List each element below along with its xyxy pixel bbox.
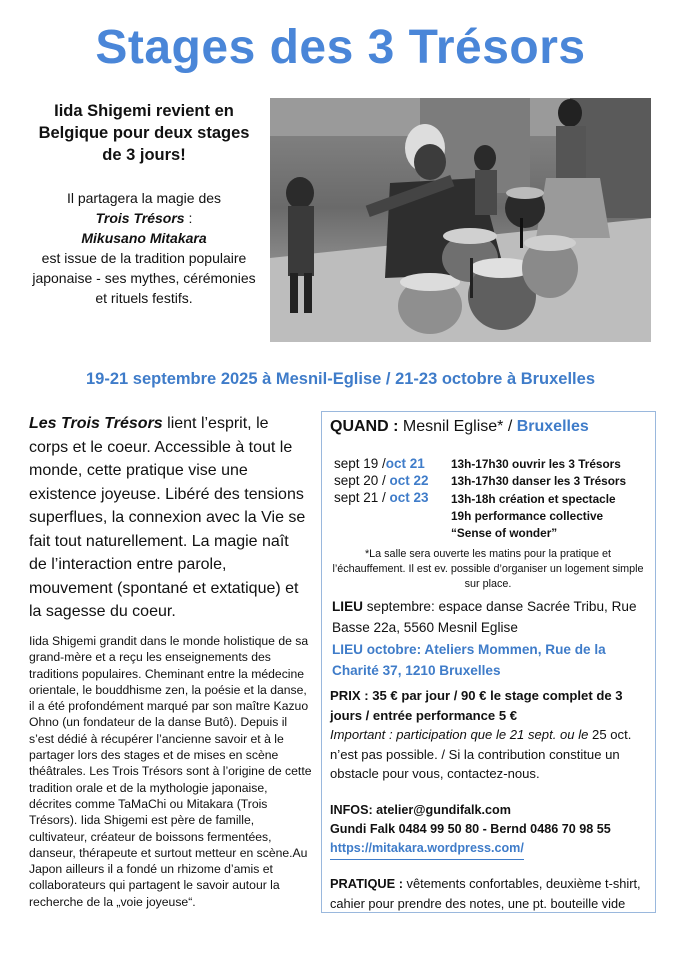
intro-rest: est issue de la tradition populaire japonaise - ses mythes, cérémonies et rituels festifs. [32,250,256,306]
schedule-row [334,473,652,490]
schedule-row [334,490,652,545]
schedule-desc: 13h-17h30 ouvrir les 3 Trésors [451,457,621,471]
dates-banner: 19-21 septembre 2025 à Mesnil-Eglise / 21-23 octobre à Bruxelles [86,370,595,388]
quand-separator: / [503,418,517,435]
contact-block [330,801,652,860]
intro-headline: Iida Shigemi revient en Belgique pour deux stages de 3 jours! [38,102,250,164]
important-note: Important : participation que le 21 sept. ou le [330,727,589,742]
schedule-desc: 13h-17h30 danser les 3 Trésors [451,474,627,488]
schedule-date: sept 21 / oct 23 [334,490,429,505]
photo-illustration [270,98,651,342]
contact-email[interactable]: INFOS: atelier@gundifalk.com [330,803,511,817]
intro-line: Il partagera la magie des [66,190,222,206]
intro-block [30,100,258,308]
lieu-label: LIEU [332,599,363,614]
lieu-octobre: LIEU octobre: Ateliers Mommen, Rue de la Charité 37, 1210 Bruxelles [332,642,606,678]
quand-location-1: Mesnil Eglise* [398,418,504,435]
quand-location-2: Bruxelles [516,418,589,435]
quand-heading [330,418,589,436]
description-paragraph [29,412,309,624]
description-lead: Les Trois Trésors [29,415,163,432]
pratique-label: PRATIQUE : [330,876,403,891]
mikusano-term: Mikusano Mitakara [81,230,207,246]
contact-phones: Gundi Falk 0484 99 50 80 - Bernd 0486 70 98 55 [330,822,611,836]
price-text: PRIX : 35 € par jour / 90 € le stage complet de 3 jours / entrée performance 5 € [330,688,623,723]
info-box [321,411,656,913]
schedule-desc: 13h-18h création et spectacle 19h performance collective “Sense of wonder” [451,492,616,540]
quand-label: QUAND : [330,418,399,435]
website-link[interactable]: https://mitakara.wordpress.com/ [330,839,524,860]
biography-paragraph: Iida Shigemi grandit dans le monde holistique de sa grand-mère et a reçu les enseignements des traditions populaires. Cheminant entre la médecine orientale, le bouddhisme zen, la poésie et la danse, il a été profondément marqué par son maître Kazuo Ohno (un fondateur de la danse Butô). Depuis il s’est dédié à récupérer l’ancienne savoir et à le partager lors des stages et de mises en scène théâtrales. Les Trois Trésors sont à l’origine de cette tradition orale et de la mythologie japonaise, décrites comme TaMaChi ou Mitakara (Trois Trésors). Iida Shigemi est père de famille, cultivateur, créateur de boissons fermentées, danseur, thérapeute et surtout metteur en scène.Au Japon ailleurs il a fondé un rhizome d’amis et collaborateurs qui partagent le savoir autour la recherche de la „voie joyeuse“. [29,634,312,909]
schedule-note: *La salle sera ouverte les matins pour la pratique et l’échauffement. Il est ev. possible d’organiser un logement simple sur place. [332,548,644,590]
price-block [330,686,652,784]
schedule-date: sept 20 / oct 22 [334,473,429,488]
schedule-row [334,456,652,473]
trois-tresors-term: Trois Trésors [95,210,185,226]
drummer-photo [270,98,651,342]
schedule [334,456,652,545]
lieu-sept-text: septembre: espace danse Sacrée Tribu, Rue Basse 22a, 5560 Mesnil Eglise [332,599,637,635]
pratique-text: vêtements confortables, deuxième t-shirt, cahier pour prendre des notes, une pt. bouteille vide [330,876,641,911]
description-rest: lient l’esprit, le corps et le coeur. Accessible à tout le monde, cette pratique vise une existence joyeuse. Libéré des tensions superflues, la connexion avec la Vie se fait tout naturellement. La magie naît de l’interaction entre parole, mouvement (spontané et extatique) et la sagesse du coeur. [29,415,306,620]
intro-colon: : [184,210,193,226]
important-rest: 25 oct. n’est pas possible. / Si la contribution constitue un obstacle pour vous, contactez-nous. [330,727,632,781]
schedule-date: sept 19 /oct 21 [334,456,425,471]
intro-body [30,188,258,308]
pratique-block [330,874,652,913]
page-title: Stages des 3 Trésors [95,21,586,74]
lieu-septembre [332,596,652,638]
